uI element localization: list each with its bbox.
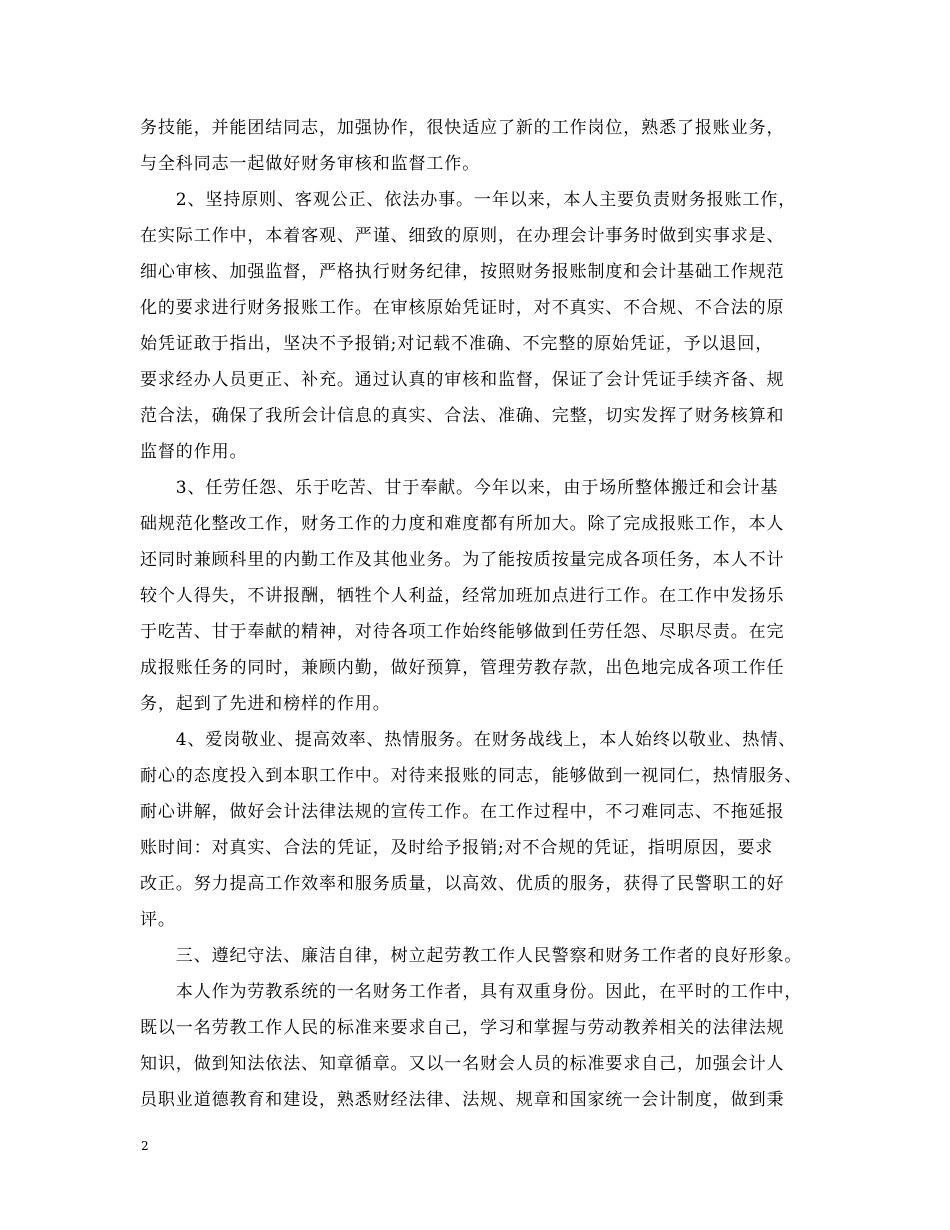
- text-line: 既以一名劳教工作人民的标准来要求自己，学习和掌握与劳动教养相关的法律法规: [140, 1018, 785, 1038]
- text-line: 3、任劳任怨、乐于吃苦、甘于奉献。今年以来，由于场所整体搬迁和会计基: [140, 478, 779, 498]
- text-line: 于吃苦、甘于奉献的精神，对待各项工作始终能够做到任劳任怨、尽职尽责。在完: [140, 622, 785, 642]
- text-line: 监督的作用。: [140, 442, 248, 462]
- text-line: 耐心的态度投入到本职工作中。对待来报账的同志，能够做到一视同仁，热情服务、: [140, 766, 803, 786]
- text-line: 员职业道德教育和建设，熟悉财经法律、法规、规章和国家统一会计制度，做到秉: [140, 1090, 785, 1110]
- text-line: 知识，做到知法依法、知章循章。又以一名财会人员的标准要求自己，加强会计人: [140, 1054, 785, 1074]
- text-line: 成报账任务的同时，兼顾内勤，做好预算，管理劳教存款，出色地完成各项工作任: [140, 658, 785, 678]
- text-line: 务，起到了先进和榜样的作用。: [140, 694, 391, 714]
- text-line: 2、坚持原则、客观公正、依法办事。一年以来，本人主要负责财务报账工作，: [140, 190, 797, 210]
- text-line: 务技能，并能团结同志，加强协作，很快适应了新的工作岗位，熟悉了报账业务，: [140, 118, 785, 138]
- text-line: 范合法，确保了我所会计信息的真实、合法、准确、完整，切实发挥了财务核算和: [140, 406, 785, 426]
- text-line: 三、遵纪守法、廉洁自律，树立起劳教工作人民警察和财务工作者的良好形象。: [140, 946, 803, 966]
- text-line: 与全科同志一起做好财务审核和监督工作。: [140, 154, 481, 174]
- page-number: 2: [141, 1139, 149, 1153]
- text-line: 4、爱岗敬业、提高效率、热情服务。在财务战线上，本人始终以敬业、热情、: [140, 730, 797, 750]
- text-line: 在实际工作中，本着客观、严谨、细致的原则，在办理会计事务时做到实事求是、: [140, 226, 785, 246]
- text-line: 账时间：对真实、合法的凭证，及时给予报销;对不合规的凭证，指明原因，要求: [140, 838, 774, 858]
- text-line: 始凭证敢于指出，坚决不予报销;对记载不准确、不完整的原始凭证，予以退回，: [140, 334, 774, 354]
- text-line: 化的要求进行财务报账工作。在审核原始凭证时，对不真实、不合规、不合法的原: [140, 298, 785, 318]
- text-line: 础规范化整改工作，财务工作的力度和难度都有所加大。除了完成报账工作，本人: [140, 514, 785, 534]
- text-line: 耐心讲解，做好会计法律法规的宣传工作。在工作过程中，不刁难同志、不拖延报: [140, 802, 785, 822]
- text-line: 要求经办人员更正、补充。通过认真的审核和监督，保证了会计凭证手续齐备、规: [140, 370, 785, 390]
- text-line: 本人作为劳教系统的一名财务工作者，具有双重身份。因此，在平时的工作中，: [140, 982, 803, 1002]
- text-line: 改正。努力提高工作效率和服务质量，以高效、优质的服务，获得了民警职工的好: [140, 874, 785, 894]
- text-line: 细心审核、加强监督，严格执行财务纪律，按照财务报账制度和会计基础工作规范: [140, 262, 785, 282]
- text-line: 还同时兼顾科里的内勤工作及其他业务。为了能按质按量完成各项任务，本人不计: [140, 550, 785, 570]
- text-line: 较个人得失，不讲报酬，牺牲个人利益，经常加班加点进行工作。在工作中发扬乐: [140, 586, 785, 606]
- text-line: 评。: [140, 910, 176, 930]
